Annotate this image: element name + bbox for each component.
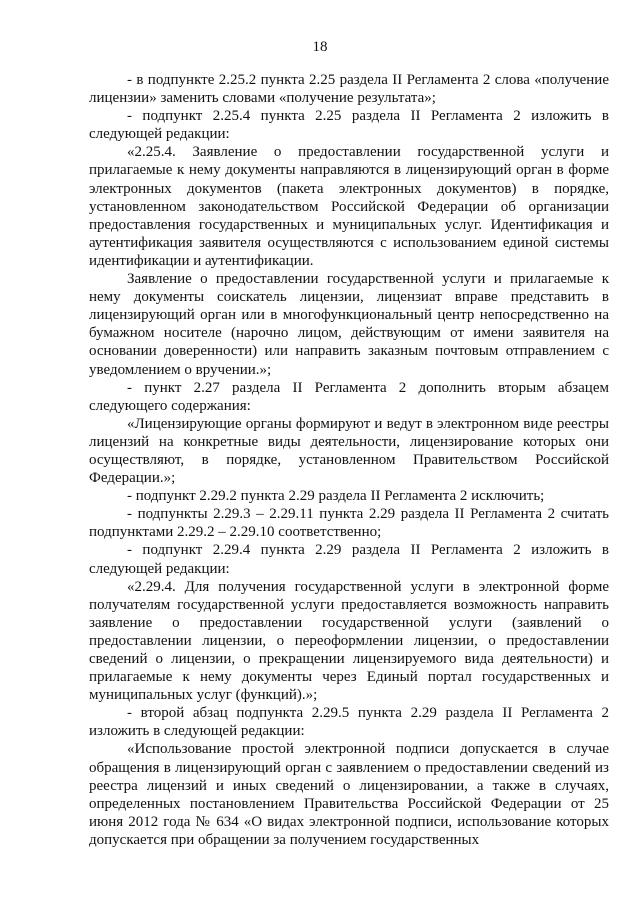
paragraph: - пункт 2.27 раздела II Регламента 2 дополнить вторым абзацем следующего содержания: [89,379,609,414]
paragraph: - подпункты 2.29.3 – 2.29.11 пункта 2.29 раздела II Регламента 2 считать подпунктами 2.29.2 – 2.29.10 соответственно; [89,506,609,541]
paragraph: - подпункт 2.29.4 пункта 2.29 раздела II Регламента 2 изложить в следующей редакции: [89,542,609,577]
page-number: 18 [312,39,328,55]
paragraph: «Лицензирующие органы формируют и ведут в электронном виде реестры лицензий на конкретные виды деятельности, лицензирование которых они осуществляют, в порядке, установленном Правительством Российской Федерации.»; [89,415,609,487]
paragraph: - подпункт 2.25.4 пункта 2.25 раздела II Регламента 2 изложить в следующей редакции: [89,108,609,143]
paragraph: «Использование простой электронной подписи допускается в случае обращения в лицензирующий орган с заявлением о предоставлении сведений из реестра лицензий и иных сведений о лицензировании, а также в случаях, определенных постановлением Правительства Российской Федерации от 25 июня 2012 года № 634 «О видах электронной подписи, использование которых допускается при обращении за получением государственных [89,741,609,848]
paragraph: - второй абзац подпункта 2.29.5 пункта 2.29 раздела II Регламента 2 изложить в следующей редакции: [89,705,609,740]
paragraph: - подпункт 2.29.2 пункта 2.29 раздела II Регламента 2 исключить; [127,488,545,505]
paragraph: «2.25.4. Заявление о предоставлении государственной услуги и прилагаемые к нему документы направляются в лицензирующий орган в форме электронных документов (пакета электронных документов) в порядке, установленном законодательством Российской Федерации об организации предоставления государственных и муниципальных услуг. Идентификация и аутентификация заявителя осуществляются с использованием единой системы идентификации и аутентификации. [89,144,609,269]
paragraph: - в подпункте 2.25.2 пункта 2.25 раздела II Регламента 2 слова «получение лицензии» заменить словами «получение результата»; [89,72,609,107]
paragraph: «2.29.4. Для получения государственной услуги в электронной форме получателям государственной услуги предоставляется возможность направить заявление о предоставлении государственной услуги (заявлений о предоставлении лицензии, о переоформлении лицензии, о предоставлении сведений о лицензии, о прекращении лицензируемого вида деятельности) и прилагаемые к нему документы через Единый портал государственных и муниципальных услуг (функций).»; [89,578,609,704]
document-body [89,71,609,849]
paragraph: Заявление о предоставлении государственной услуги и прилагаемые к нему документы соискатель лицензии, лицензиат вправе представить в лицензирующий орган или в многофункциональный центр непосредственно на бумажном носителе (нарочно лицом, действующим от имени заявителя на основании доверенности) или направить заказным почтовым отправлением с уведомлением о вручении.»; [89,271,609,378]
